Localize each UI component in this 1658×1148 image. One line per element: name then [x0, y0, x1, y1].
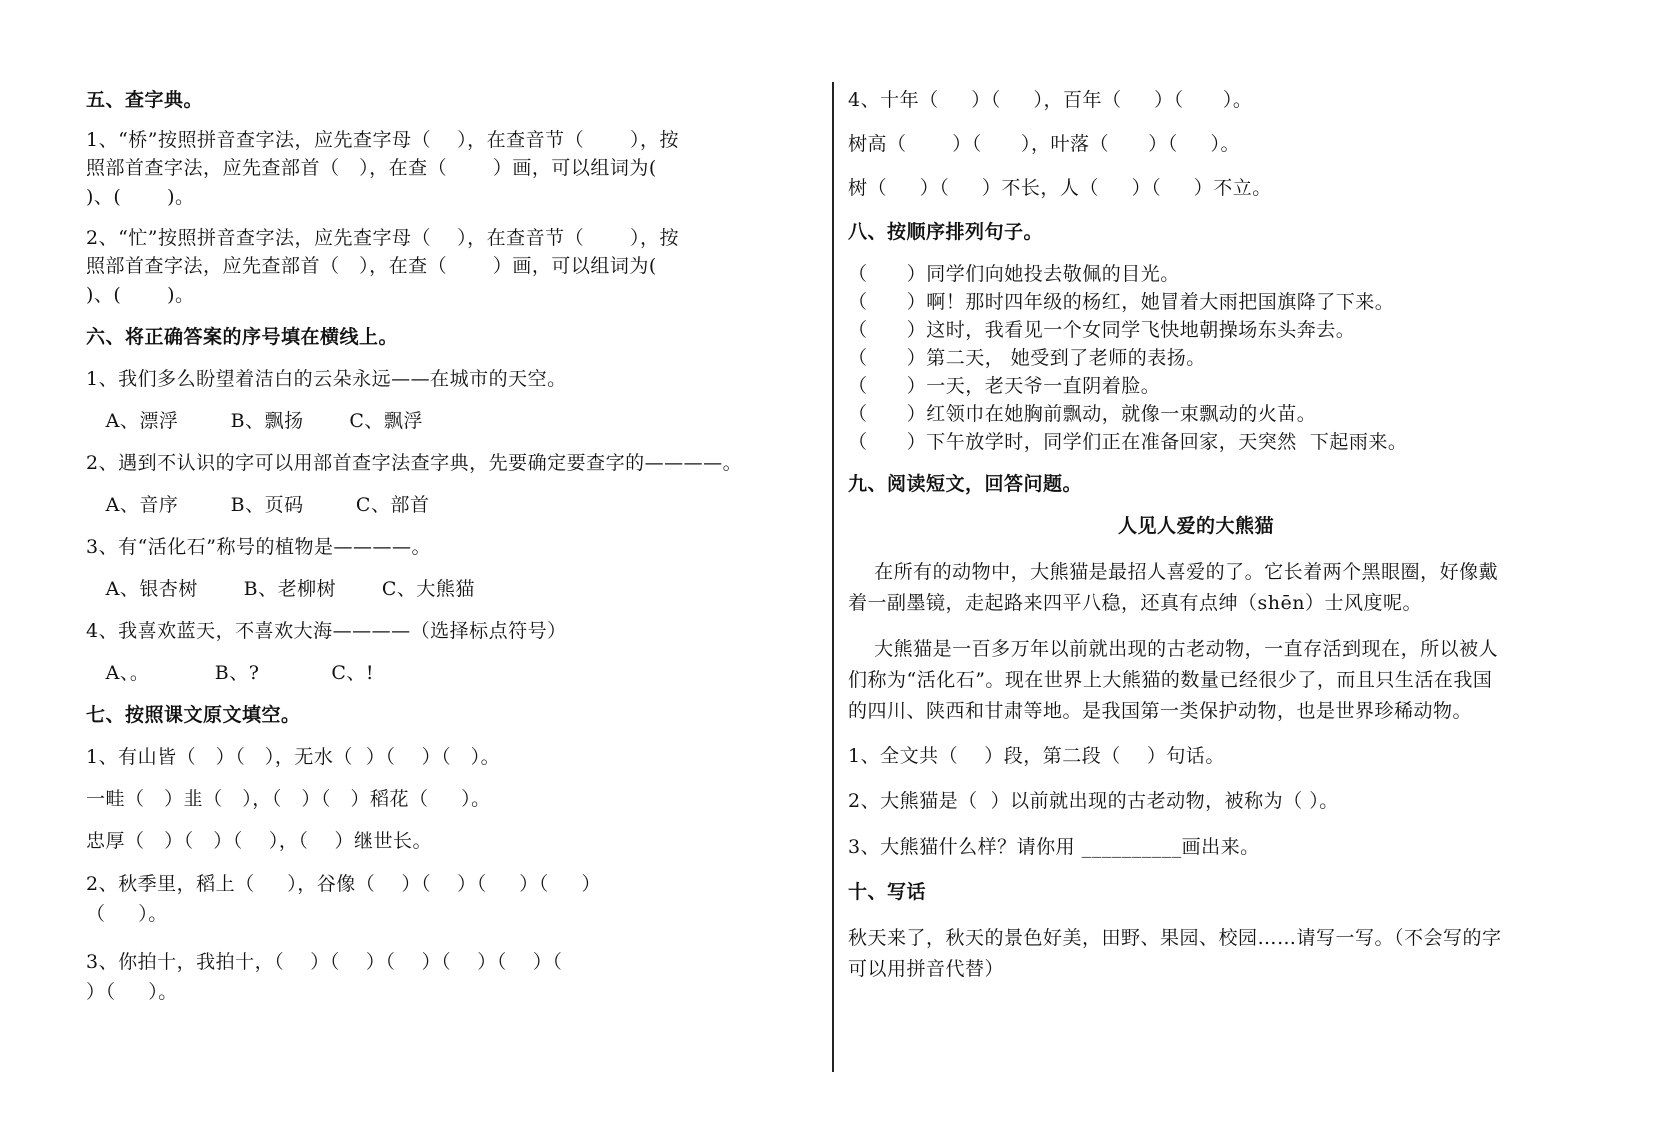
s7-q2-line2: （ ）。: [86, 903, 168, 925]
s5-q2-line2: 照部首查字法，应先查部首（ ），在查（ ）画，可以组词为(: [86, 255, 657, 277]
passage-title: 人见人爱的大熊猫: [1118, 515, 1275, 537]
s7-q4-line1: 4、十年（ ）（ ），百年（ ）（ ）。: [848, 89, 1253, 111]
section-7-heading: 七、按照课文原文填空。: [86, 704, 301, 726]
passage-p1-line2: 着一副墨镜，走起路来四平八稳，还真有点绅（shēn）士风度呢。: [848, 592, 1422, 614]
section-10-heading: 十、写话: [848, 881, 927, 903]
s8-item: （ ）啊！那时四年级的杨红，她冒着大雨把国旗降了下来。: [848, 291, 1395, 313]
s7-q3-line1: 3、你拍十，我拍十，（ ）（ ）（ ）（ ）（ ）（: [86, 951, 563, 973]
s5-q2-line3: )、( )。: [86, 284, 195, 306]
s5-q2-line1: 2、“忙”按照拼音查字法，应先查字母（ ），在查音节（ ），按: [86, 227, 679, 249]
s9-q2: 2、大熊猫是（ ）以前就出现的古老动物，被称为（ ）。: [848, 790, 1339, 812]
section-9-heading: 九、阅读短文，回答问题。: [848, 473, 1083, 495]
s8-item: （ ）同学们向她投去敬佩的目光。: [848, 263, 1180, 285]
s6-q4-options: A、。 B、? C、!: [86, 662, 374, 684]
passage-p2-line3: 的四川、陕西和甘肃等地。是我国第一类保护动物，也是世界珍稀动物。: [848, 700, 1473, 722]
s9-q3: 3、大熊猫什么样？请你用 __________画出来。: [848, 836, 1260, 858]
s5-q1-line3: )、( )。: [86, 186, 195, 208]
s6-q3: 3、有“活化石”称号的植物是————。: [86, 536, 432, 558]
s5-q1-line2: 照部首查字法，应先查部首（ ），在查（ ）画，可以组词为(: [86, 157, 657, 179]
s9-q1: 1、全文共（ ）段，第二段（ ）句话。: [848, 745, 1225, 767]
passage-p2-line1: 大熊猫是一百多万年以前就出现的古老动物，一直存活到现在，所以被人: [848, 638, 1499, 660]
s6-q4: 4、我喜欢蓝天，不喜欢大海————（选择标点符号）: [86, 620, 567, 642]
column-divider: [832, 82, 834, 1072]
s6-q1: 1、我们多么盼望着洁白的云朵永远——在城市的天空。: [86, 368, 567, 390]
s5-q1-line1: 1、“桥”按照拼音查字法，应先查字母（ ），在查音节（ ），按: [86, 129, 679, 151]
s7-q2-line1: 2、秋季里，稻上（ ），谷像（ ）（ ）（ ）（ ）: [86, 873, 601, 895]
passage-p1-line1: 在所有的动物中，大熊猫是最招人喜爱的了。它长着两个黑眼圈，好像戴: [848, 561, 1499, 583]
section-8-heading: 八、按顺序排列句子。: [848, 221, 1044, 243]
s8-item: （ ）红领巾在她胸前飘动，就像一束飘动的火苗。: [848, 403, 1317, 425]
s6-q2-options: A、音序 B、页码 C、部首: [86, 494, 430, 516]
s10-prompt-line1: 秋天来了，秋天的景色好美，田野、果园、校园……请写一写。（不会写的字: [848, 927, 1502, 949]
s8-item: （ ）第二天， 她受到了老师的表扬。: [848, 347, 1206, 369]
s6-q2: 2、遇到不认识的字可以用部首查字法查字典，先要确定要查字的————。: [86, 452, 743, 474]
s7-q4-line2: 树高（ ）（ ），叶落（ ）（ ）。: [848, 133, 1240, 155]
section-5-heading: 五、查字典。: [86, 89, 204, 111]
s6-q1-options: A、漂浮 B、飘扬 C、飘浮: [86, 410, 423, 432]
s7-q4-line3: 树（ ）（ ）不长，人（ ）（ ）不立。: [848, 177, 1272, 199]
s8-item: （ ）下午放学时，同学们正在准备回家，天突然 下起雨来。: [848, 431, 1408, 453]
s10-prompt-line2: 可以用拼音代替）: [848, 958, 1005, 980]
s7-q1-line3: 忠厚（ ）（ ）（ ），（ ）继世长。: [86, 830, 433, 852]
s8-item: （ ）一天，老天爷一直阴着脸。: [848, 375, 1161, 397]
s8-item: （ ）这时，我看见一个女同学飞快地朝操场东头奔去。: [848, 319, 1356, 341]
s7-q3-line2: ）（ ）。: [86, 981, 178, 1003]
passage-p2-line2: 们称为“活化石”。现在世界上大熊猫的数量已经很少了，而且只生活在我国: [848, 669, 1493, 691]
s7-q1-line1: 1、有山皆（ ）（ ），无水（ ）（ ）（ ）。: [86, 746, 501, 768]
section-6-heading: 六、将正确答案的序号填在横线上。: [86, 326, 399, 348]
s6-q3-options: A、银杏树 B、老柳树 C、大熊猫: [86, 578, 475, 600]
s7-q1-line2: 一畦（ ）韭（ ），（ ）（ ）稻花（ ）。: [86, 788, 491, 810]
